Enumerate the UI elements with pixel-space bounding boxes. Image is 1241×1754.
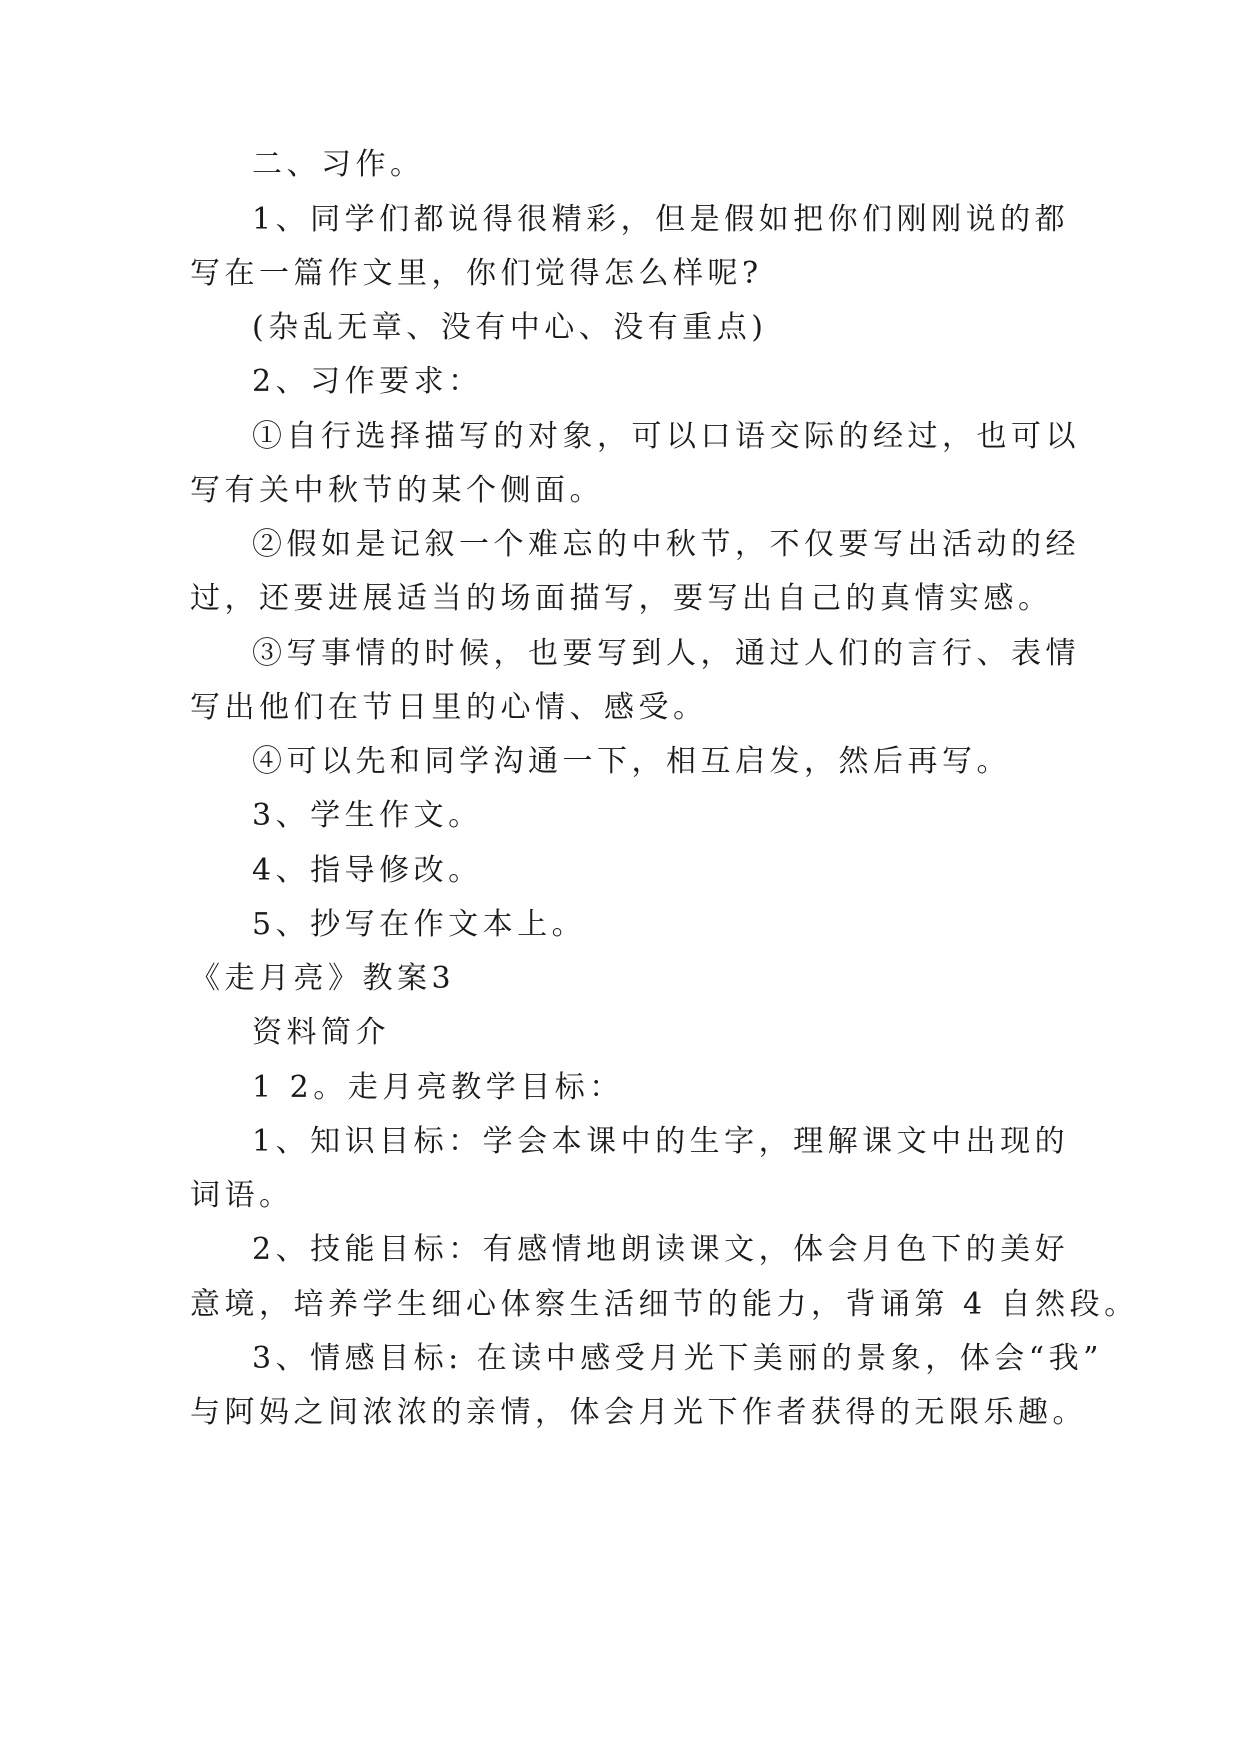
paragraph-line: 3、学生作文。 [252, 798, 483, 833]
paragraph-line: 1、知识目标：学会本课中的生字，理解课文中出现的 [252, 1124, 1070, 1159]
paragraph-line: 与阿妈之间浓浓的亲情，体会月光下作者获得的无限乐趣。 [190, 1395, 1087, 1430]
section-heading-materials: 资料简介 [252, 1015, 390, 1050]
paragraph-line: 写有关中秋节的某个侧面。 [190, 473, 604, 508]
paragraph-line: 1、同学们都说得很精彩，但是假如把你们刚刚说的都 [252, 202, 1070, 237]
paragraph-line: 过，还要进展适当的场面描写，要写出自己的真情实感。 [190, 581, 1053, 616]
document-title: 《走月亮》教案3 [190, 961, 456, 996]
paragraph-line: 4、指导修改。 [252, 853, 483, 888]
section-heading-composition: 二、习作。 [252, 147, 425, 182]
paragraph-line: 1 2。走月亮教学目标： [252, 1070, 624, 1105]
paragraph-line: ②假如是记叙一个难忘的中秋节，不仅要写出活动的经 [252, 527, 1080, 562]
paragraph-line: 5、抄写在作文本上。 [252, 907, 587, 942]
paragraph-line: (杂乱无章、没有中心、没有重点) [252, 310, 768, 345]
paragraph-line: 写出他们在节日里的心情、感受。 [190, 690, 708, 725]
paragraph-line: 2、习作要求： [252, 364, 483, 399]
paragraph-line: 写在一篇作文里，你们觉得怎么样呢? [190, 256, 763, 291]
paragraph-line: 3、情感目标: 在读中感受月光下美丽的景象，体会“我” [252, 1341, 1103, 1376]
paragraph-line: ①自行选择描写的对象，可以口语交际的经过，也可以 [252, 419, 1080, 454]
paragraph-line: 词语。 [190, 1178, 294, 1213]
paragraph-line: 2、技能目标：有感情地朗读课文，体会月色下的美好 [252, 1232, 1070, 1267]
paragraph-line: ④可以先和同学沟通一下，相互启发，然后再写。 [252, 744, 1011, 779]
paragraph-line: 意境，培养学生细心体察生活细节的能力，背诵第 4 自然段。 [190, 1287, 1139, 1322]
paragraph-line: ③写事情的时候，也要写到人，通过人们的言行、表情 [252, 636, 1080, 671]
